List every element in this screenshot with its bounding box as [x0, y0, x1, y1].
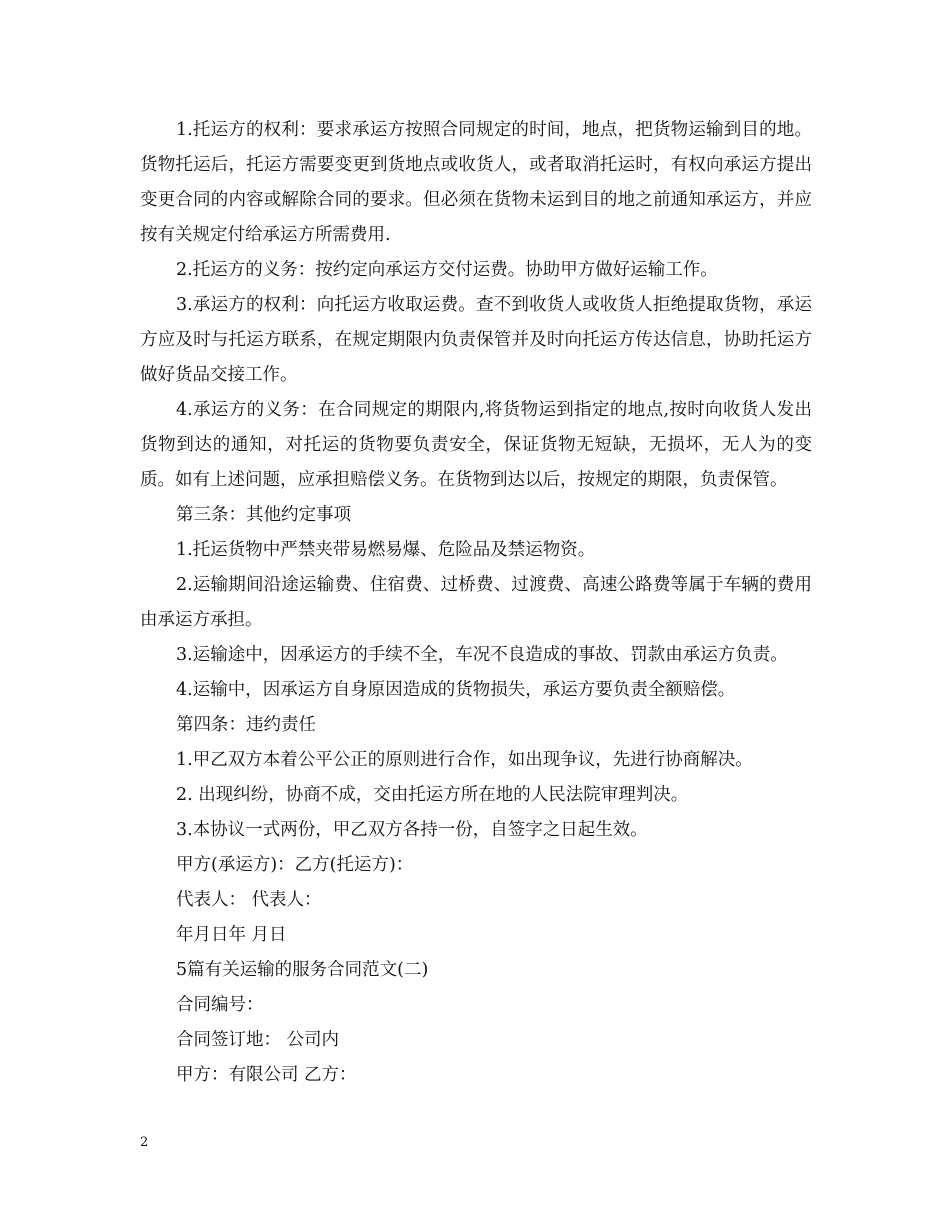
- paragraph-carrier-rights: 3.承运方的权利：向托运方收取运费。查不到收货人或收货人拒绝提取货物，承运方应及时与托运方联系，在规定期限内负责保管并及时向托运方传达信息，协助托运方做好货品交接工作。: [140, 295, 812, 385]
- contract-parties-line: 甲方：有限公司 乙方：: [176, 1065, 357, 1085]
- contract-signing-place-line: 合同签订地： 公司内: [176, 1030, 340, 1050]
- paragraph-shipper-obligations: 2.托运方的义务：按约定向承运方交付运费。协助甲方做好运输工作。: [176, 260, 718, 280]
- paragraph-article-4-item-3: 3.本协议一式两份，甲乙双方各持一份，自签字之日起生效。: [176, 820, 648, 840]
- paragraph-article-4-item-2: 2. 出现纠纷，协商不成，交由托运方所在地的人民法院审理判决。: [176, 785, 689, 805]
- signature-date-line: 年月日年 月日: [176, 925, 287, 945]
- second-contract-title: 5篇有关运输的服务合同范文(二): [176, 960, 429, 980]
- signature-representatives-line: 代表人： 代表人：: [176, 890, 322, 910]
- paragraph-article-3-item-4: 4.运输中，因承运方自身原因造成的货物损失，承运方要负责全额赔偿。: [176, 680, 736, 700]
- paragraph-article-3-item-3: 3.运输途中，因承运方的手续不全，车况不良造成的事故、罚款由承运方负责。: [176, 645, 788, 665]
- paragraph-article-3-item-1: 1.托运货物中严禁夹带易燃易爆、危险品及禁运物资。: [176, 540, 596, 560]
- paragraph-carrier-shipper-rights: 1.托运方的权利：要求承运方按照合同规定的时间，地点，把货物运输到目的地。货物托运后，托运方需要变更到货地点或收货人，或者取消托运时，有权向承运方提出变更合同的内容或解除合同的要求。但必须在货物未运到目的地之前通知承运方，并应按有关规定付给承运方所需费用.: [140, 120, 812, 245]
- page-number: 2: [140, 1135, 149, 1150]
- paragraph-carrier-obligations: 4.承运方的义务：在合同规定的期限内,将货物运到指定的地点,按时向收货人发出货物到达的通知，对托运的货物要负责安全，保证货物无短缺，无损坏，无人为的变质。如有上述问题，应承担赔偿义务。在货物到达以后，按规定的期限，负责保管。: [140, 400, 812, 490]
- section-heading-article-4: 第四条：违约责任: [176, 715, 316, 735]
- signature-parties-line: 甲方(承运方)：乙方(托运方)：: [176, 855, 414, 875]
- paragraph-article-3-item-2: 2.运输期间沿途运输费、住宿费、过桥费、过渡费、高速公路费等属于车辆的费用由承运方承担。: [140, 575, 812, 630]
- section-heading-article-3: 第三条：其他约定事项: [176, 505, 351, 525]
- document-body: [140, 113, 812, 1093]
- contract-number-line: 合同编号：: [176, 995, 264, 1015]
- paragraph-article-4-item-1: 1.甲乙双方本着公平公正的原则进行合作，如出现争议，先进行协商解决。: [176, 750, 753, 770]
